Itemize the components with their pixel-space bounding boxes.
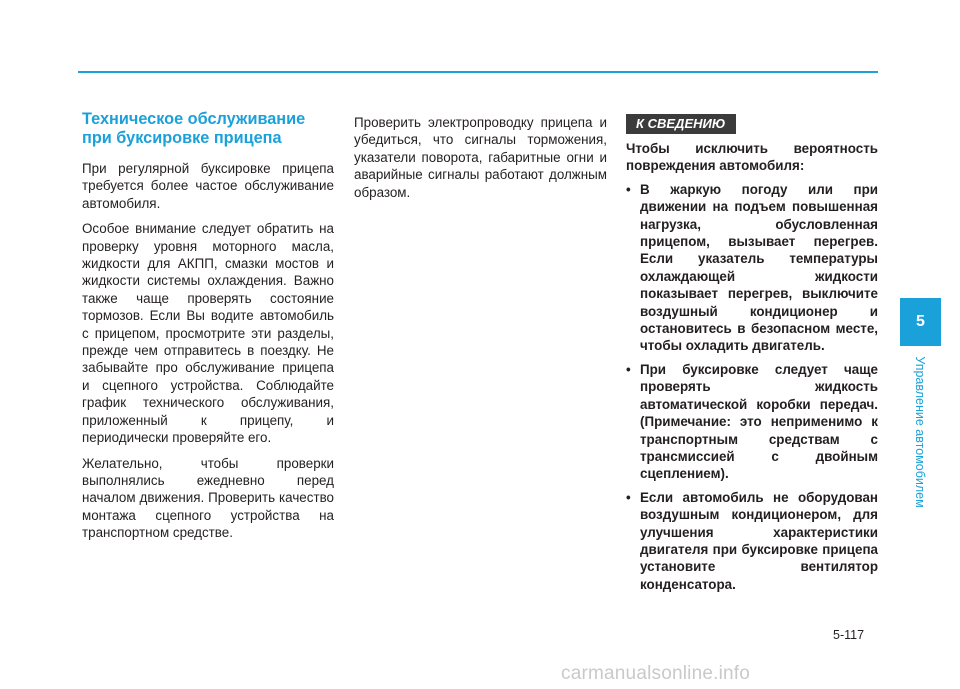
middle-column xyxy=(354,114,607,201)
chapter-tab xyxy=(900,298,941,346)
notice-item: • В жаркую погоду или при движении на подъем повышенная нагрузка, обусловленная прицепом, вызывает перегрев. Если указатель температуры охлаждающей жидкости показывает перегрев, выключите воздушный кондиционер и остановитесь в безопасном месте, чтобы охладить двигатель. xyxy=(626,181,878,355)
notice-lead: Чтобы исключить вероятность повреждения автомобиля: xyxy=(626,141,878,174)
notice-list xyxy=(626,181,878,593)
paragraph-1: При регулярной буксировке прицепа требуется более частое обслуживание автомобиля. xyxy=(82,161,334,211)
notice-box xyxy=(626,114,878,599)
section-title: Техническое обслуживание при буксировке прицепа xyxy=(82,110,306,147)
paragraph-2: Особое внимание следует обратить на проверку уровня моторного масла, жидкости для АКПП, смазки мостов и жидкости системы охлаждения. Важно также чаще проверять состояние тормозов. Если Вы водите автомобиль с прицепом, просмотрите эти разделы, прежде чем отправитесь в поездку. Не забывайте про обслуживание прицепа и сцепного устройства. Соблюдайте график технического обслуживания, приложенный к прицепу, и периодически проверяйте его. xyxy=(82,221,334,446)
page-number: 5-117 xyxy=(833,628,865,642)
chapter-number: 5 xyxy=(916,313,925,330)
header-rule xyxy=(78,71,878,73)
notice-badge: К СВЕДЕНИЮ xyxy=(626,114,736,134)
paragraph-continuation: Проверить электропроводку прицепа и убедиться, что сигналы торможения, указатели поворота, габаритные огни и аварийные сигналы работают должным образом. xyxy=(354,115,607,200)
watermark: carmanualsonline.info xyxy=(561,663,751,684)
notice-item: • Если автомобиль не оборудован воздушным кондиционером, для улучшения характеристики двигателя при буксировке прицепа установите вентилятор конденсатора. xyxy=(626,489,878,593)
chapter-label: Управление автомобилем xyxy=(913,356,927,508)
left-column xyxy=(82,110,334,542)
paragraph-3: Желательно, чтобы проверки выполнялись ежедневно перед началом движения. Проверить качество монтажа сцепного устройства на транспортном средстве. xyxy=(82,455,334,541)
notice-item: • При буксировке следует чаще проверять жидкость автоматической коробки передач. (Примечание: это неприменимо к транспортным средствам с трансмиссией с двойным сцеплением). xyxy=(626,361,878,483)
